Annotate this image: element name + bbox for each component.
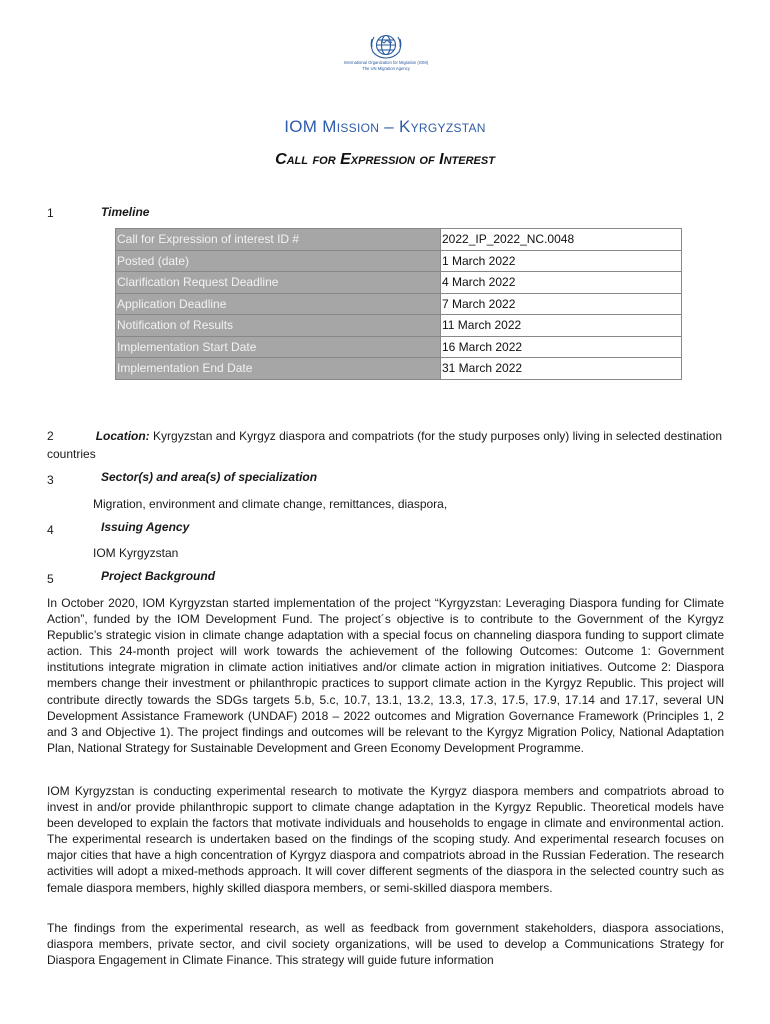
mission-title: IOM Mission – Kyrgyzstan xyxy=(284,117,486,136)
section-number: 4 xyxy=(47,523,54,537)
table-cell-value: 7 March 2022 xyxy=(441,293,682,315)
table-cell-label: Notification of Results xyxy=(116,315,441,337)
background-paragraph-1: In October 2020, IOM Kyrgyzstan started implementation of the project “Kyrgyzstan: Leveraging Diaspora funding for Climate Action”, funded by the IOM Development Fund. The project´s objective is to contribute to the Government of the Kyrgyz Republic’s strategic vision in climate change adaptation with a special focus on channeling diaspora funding to support climate action. This 24-month project will work towards the achievement of the following Outcomes: Outcome 1: Government institutions integrate migration in climate action initiatives and/or climate action in migration initiatives. Outcome 2: Diaspora members change their investment or philanthropic practices to support climate action in the Kyrgyz Republic. This project will contribute directly towards the SDGs targets 5.b, 5.c, 10.7, 13.1, 13.2, 13.3, 17.3, 17.5, 17.9, 17.14 and 17.17, several UN Development Assistance Framework (UNDAF) 2018 – 2022 outcomes and Migration Governance Framework (Principles 1, 2 and 3 and Objective 1). The project findings and outcomes will be relevant to the Kyrgyz Migration Policy, National Adaptation Plan, National Strategy for Sustainable Development and Green Economy Development Programme. xyxy=(47,596,724,755)
table-cell-value: 11 March 2022 xyxy=(441,315,682,337)
table-cell-label: Application Deadline xyxy=(116,293,441,315)
table-row xyxy=(116,315,682,337)
section-number: 1 xyxy=(47,206,54,220)
document-title: Call for Expression of Interest xyxy=(275,151,495,168)
section-heading-project-background: Project Background xyxy=(101,569,216,583)
table-cell-label: Implementation End Date xyxy=(116,358,441,380)
table-cell-value: 1 March 2022 xyxy=(441,250,682,272)
background-paragraph-2: IOM Kyrgyzstan is conducting experimental research to motivate the Kyrgyz diaspora members and compatriots abroad to invest in and/or provide philanthropic support to climate change adaptation in the Kyrgyz Republic. Theoretical models have been developed to explain the factors that motivate individuals and households to engage in climate and environmental action. The experimental research is undertaken based on the findings of the scoping study. And experimental research focuses on major cities that have a high concentration of Kyrgyz diaspora and compatriots abroad in the Russian Federation. The research activities will adopt a mixed-methods approach. It will cover different segments of the diaspora in the selected country such as female diaspora members, highly skilled diaspora members, or semi-skilled diaspora members. xyxy=(47,784,724,895)
section-heading-issuing-agency: Issuing Agency xyxy=(101,520,190,534)
timeline-table xyxy=(115,228,682,380)
logo-tagline: The UN Migration Agency xyxy=(362,66,410,71)
section-number: 2 xyxy=(47,429,54,443)
table-row xyxy=(116,229,682,251)
table-cell-value: 4 March 2022 xyxy=(441,272,682,294)
table-cell-label: Clarification Request Deadline xyxy=(116,272,441,294)
section-number: 3 xyxy=(47,473,54,487)
un-emblem-icon xyxy=(367,30,405,60)
location-text: Kyrgyzstan and Kyrgyz diaspora and compatriots (for the study purposes only) living in selected destination countries xyxy=(47,429,722,461)
issuing-agency-text: IOM Kyrgyzstan xyxy=(93,546,179,560)
iom-logo xyxy=(332,30,440,72)
section-number: 5 xyxy=(47,572,54,586)
section-heading-timeline: Timeline xyxy=(101,205,150,219)
table-cell-label: Implementation Start Date xyxy=(116,336,441,358)
table-row xyxy=(116,336,682,358)
section-heading-sectors: Sector(s) and area(s) of specialization xyxy=(101,470,318,484)
background-paragraph-3: The findings from the experimental research, as well as feedback from government stakeholders, diaspora associations, diaspora members, private sector, and civil society organizations, will be used to develop a Communications Strategy for Diaspora Engagement in Climate Finance. This strategy will guide future information xyxy=(47,921,724,968)
table-cell-value: 31 March 2022 xyxy=(441,358,682,380)
table-row xyxy=(116,272,682,294)
table-row xyxy=(116,358,682,380)
sectors-text: Migration, environment and climate change, remittances, diaspora, xyxy=(93,497,448,511)
table-cell-label: Posted (date) xyxy=(116,250,441,272)
table-cell-value: 16 March 2022 xyxy=(441,336,682,358)
logo-org-name: International Organization for Migration (IOM) xyxy=(343,60,429,65)
location-label: Location: xyxy=(95,429,150,443)
table-row xyxy=(116,293,682,315)
table-row xyxy=(116,250,682,272)
section-location xyxy=(47,427,722,463)
table-cell-label: Call for Expression of interest ID # xyxy=(116,229,441,251)
table-cell-value: 2022_IP_2022_NC.0048 xyxy=(441,229,682,251)
